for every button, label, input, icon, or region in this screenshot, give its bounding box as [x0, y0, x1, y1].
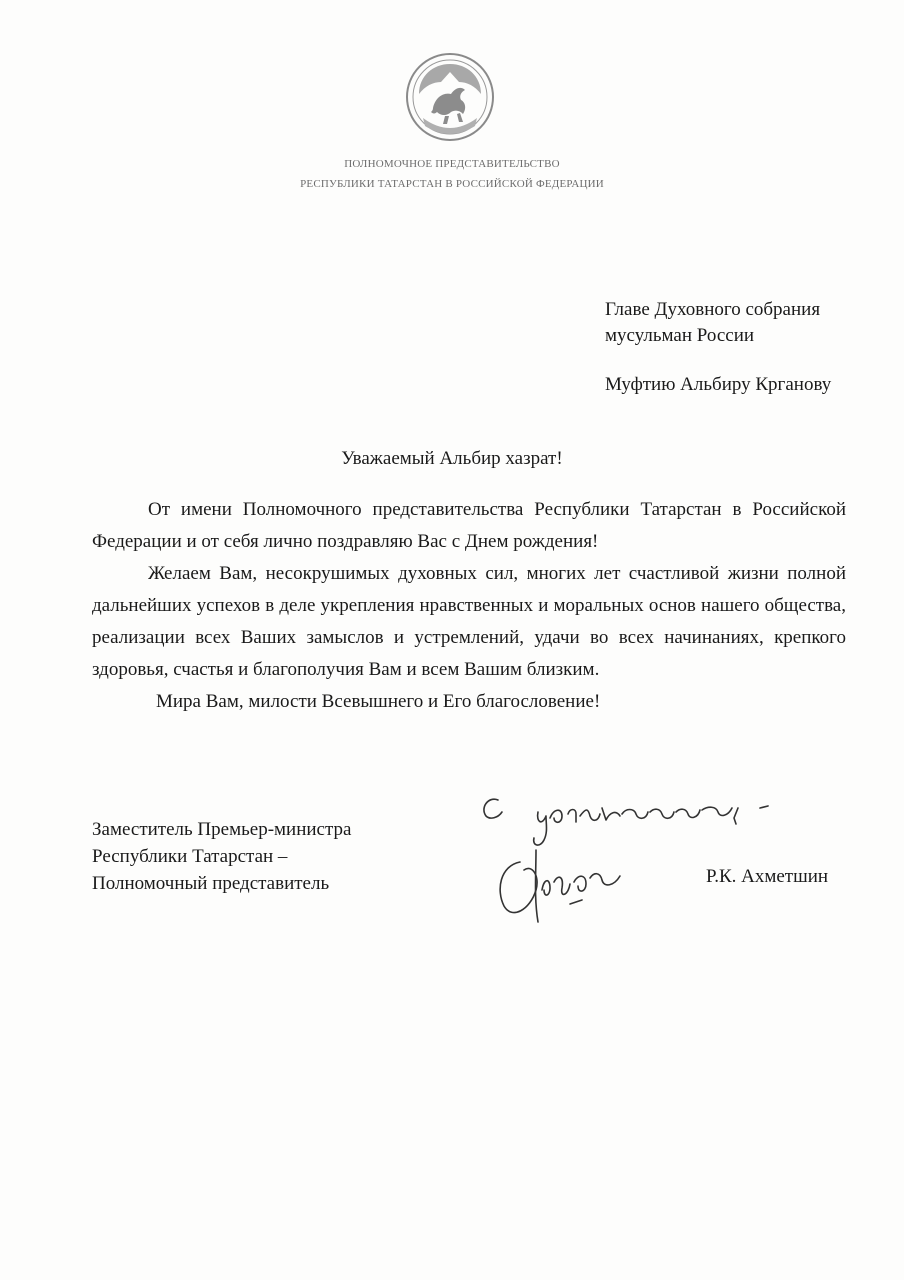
signer-position-line-3: Полномочный представитель — [92, 873, 330, 894]
recipient-line-2: мусульман России — [605, 325, 755, 346]
signer-position-line-1: Заместитель Премьер-министра — [92, 819, 352, 840]
signer-name: Р.К. Ахметшин — [706, 866, 829, 887]
recipient-line-3: Муфтию Альбиру Крганову — [605, 374, 832, 395]
recipient-line-1: Главе Духовного собрания — [605, 299, 821, 320]
body-paragraph-3: Мира Вам, милости Всевышнего и Его благословение! — [156, 691, 601, 712]
organization-name-line-1: ПОЛНОМОЧНОЕ ПРЕДСТАВИТЕЛЬСТВО — [344, 158, 560, 170]
body-paragraph-2: Желаем Вам, несокрушимых духовных сил, многих лет счастливой жизни полной дальнейших успехов в деле укрепления нравственных и моральных основ нашего общества, реализации всех Ваших замыслов и устремлений, удачи во всех начинаниях, крепкого здоровья, счастья и благополучия Вам и всем Вашим близким. — [92, 563, 846, 680]
body-paragraph-1: От имени Полномочного представительства Республики Татарстан в Российской Федерации и от себя лично поздравляю Вас с Днем рождения! — [92, 499, 846, 552]
organization-name-line-2: РЕСПУБЛИКИ ТАТАРСТАН В РОССИЙСКОЙ ФЕДЕРАЦИИ — [300, 178, 604, 190]
coat-of-arms-icon — [405, 52, 495, 142]
letter-body — [92, 494, 846, 718]
signer-position — [92, 816, 351, 897]
handwritten-signature — [470, 778, 790, 938]
signer-position-line-2: Республики Татарстан – — [92, 846, 288, 867]
salutation: Уважаемый Альбир хазрат! — [341, 448, 563, 469]
